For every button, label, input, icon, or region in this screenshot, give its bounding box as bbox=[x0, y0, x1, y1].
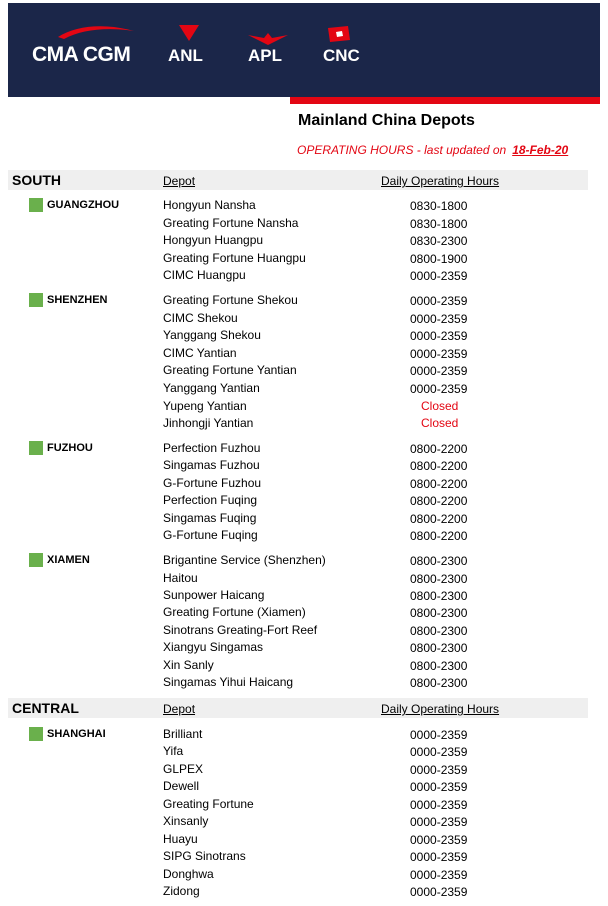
depot-hours: 0000-2359 bbox=[410, 312, 468, 326]
depot-name: GLPEX bbox=[163, 762, 204, 776]
cma-cgm-wave-icon bbox=[56, 23, 136, 41]
depot-name: Sinotrans Greating-Fort Reef bbox=[163, 623, 318, 637]
depot-name: Singamas Yihui Haicang bbox=[163, 675, 294, 689]
depot-status-closed: Closed bbox=[421, 399, 459, 413]
city-marker-icon bbox=[29, 441, 43, 455]
depot-hours: 0000-2359 bbox=[410, 382, 468, 396]
depot-name: Greating Fortune Yantian bbox=[163, 363, 297, 377]
depot-hours: 0800-1900 bbox=[410, 252, 468, 266]
apl-eagle-icon bbox=[248, 33, 288, 45]
depot-hours: 0000-2359 bbox=[410, 329, 468, 343]
depot-hours: 0800-2200 bbox=[410, 494, 468, 508]
region-name: CENTRAL bbox=[12, 700, 79, 716]
depot-hours: 0800-2200 bbox=[410, 512, 468, 526]
depot-name: Donghwa bbox=[163, 867, 214, 881]
region-header-central bbox=[8, 698, 588, 718]
depot-name: Hongyun Huangpu bbox=[163, 233, 264, 247]
depot-name: Yifa bbox=[163, 744, 184, 758]
cnc-logo: CNC bbox=[323, 46, 360, 65]
depot-name: Yanggang Yantian bbox=[163, 381, 260, 395]
city-marker-icon bbox=[29, 553, 43, 567]
depot-hours: 0000-2359 bbox=[410, 294, 468, 308]
depot-name: Greating Fortune Shekou bbox=[163, 293, 298, 307]
depot-hours: 0000-2359 bbox=[410, 364, 468, 378]
depot-hours: 0000-2359 bbox=[410, 728, 468, 742]
depot-hours: 0000-2359 bbox=[410, 833, 468, 847]
city-name: SHANGHAI bbox=[47, 728, 106, 740]
depot-name: CIMC Yantian bbox=[163, 346, 237, 360]
depot-name: Brigantine Service (Shenzhen) bbox=[163, 553, 326, 567]
last-updated-date: 18-Feb-20 bbox=[512, 143, 569, 157]
depot-name: Haitou bbox=[163, 571, 198, 585]
city-name: GUANGZHOU bbox=[47, 199, 120, 211]
depot-hours: 0800-2300 bbox=[410, 624, 468, 638]
depot-name: SIPG Sinotrans bbox=[163, 849, 246, 863]
city-marker-icon bbox=[29, 727, 43, 741]
depot-name: Singamas Fuqing bbox=[163, 511, 257, 525]
depot-name: Xiangyu Singamas bbox=[163, 640, 264, 654]
depot-hours: 0830-2300 bbox=[410, 234, 468, 248]
depot-hours: 0830-1800 bbox=[410, 217, 468, 231]
depot-hours: 0000-2359 bbox=[410, 868, 468, 882]
depot-hours: 0830-1800 bbox=[410, 199, 468, 213]
city-name: XIAMEN bbox=[47, 554, 90, 566]
depot-name: Perfection Fuqing bbox=[163, 493, 258, 507]
depot-hours: 0800-2300 bbox=[410, 554, 468, 568]
region-header-south bbox=[8, 170, 588, 190]
depot-hours: 0000-2359 bbox=[410, 763, 468, 777]
depot-hours: 0000-2359 bbox=[410, 885, 468, 899]
depot-name: Greating Fortune (Xiamen) bbox=[163, 605, 306, 619]
cnc-flag-icon bbox=[328, 26, 350, 42]
depot-hours: 0800-2300 bbox=[410, 659, 468, 673]
depot-hours: 0800-2300 bbox=[410, 572, 468, 586]
anl-triangle-icon bbox=[179, 25, 199, 41]
depot-hours: 0000-2359 bbox=[410, 269, 468, 283]
last-updated-note bbox=[297, 143, 568, 157]
depot-hours: 0800-2300 bbox=[410, 589, 468, 603]
depot-hours: 0000-2359 bbox=[410, 780, 468, 794]
depot-name: Sunpower Haicang bbox=[163, 588, 265, 602]
depot-hours: 0800-2200 bbox=[410, 442, 468, 456]
depot-column-header: Depot bbox=[163, 174, 196, 188]
depot-name: Jinhongji Yantian bbox=[163, 416, 254, 430]
depot-hours: 0000-2359 bbox=[410, 850, 468, 864]
region-name: SOUTH bbox=[12, 172, 61, 188]
depot-hours: 0000-2359 bbox=[410, 798, 468, 812]
depot-name: Xinsanly bbox=[163, 814, 209, 828]
depot-name: Xin Sanly bbox=[163, 658, 214, 672]
brand-banner bbox=[8, 3, 600, 97]
page-title: Mainland China Depots bbox=[298, 112, 475, 129]
apl-logo: APL bbox=[248, 46, 282, 65]
city-name: SHENZHEN bbox=[47, 294, 108, 306]
depot-name: CIMC Huangpu bbox=[163, 268, 246, 282]
depot-hours: 0800-2300 bbox=[410, 606, 468, 620]
depot-name: Greating Fortune bbox=[163, 797, 254, 811]
depot-name: G-Fortune Fuqing bbox=[163, 528, 258, 542]
depot-name: Yupeng Yantian bbox=[163, 399, 247, 413]
depot-status-closed: Closed bbox=[421, 416, 459, 430]
depot-name: Greating Fortune Nansha bbox=[163, 216, 299, 230]
depot-name: Huayu bbox=[163, 832, 198, 846]
depot-name: Brilliant bbox=[163, 727, 203, 741]
cma-cgm-logo: CMA CGM bbox=[32, 43, 131, 66]
depot-hours: 0800-2200 bbox=[410, 477, 468, 491]
depot-name: G-Fortune Fuzhou bbox=[163, 476, 262, 490]
depot-name: Yanggang Shekou bbox=[163, 328, 261, 342]
depot-name: Greating Fortune Huangpu bbox=[163, 251, 306, 265]
depot-hours: 0000-2359 bbox=[410, 745, 468, 759]
depot-hours: 0800-2300 bbox=[410, 676, 468, 690]
city-name: FUZHOU bbox=[47, 442, 93, 454]
city-marker-icon bbox=[29, 293, 43, 307]
last-updated-label: OPERATING HOURS - last updated on bbox=[297, 143, 507, 157]
depot-hours: 0800-2200 bbox=[410, 459, 468, 473]
depot-name: Zidong bbox=[163, 884, 200, 898]
depot-hours: 0800-2200 bbox=[410, 529, 468, 543]
depot-name: Dewell bbox=[163, 779, 200, 793]
depot-name: Hongyun Nansha bbox=[163, 198, 256, 212]
depot-hours: 0800-2300 bbox=[410, 641, 468, 655]
city-marker-icon bbox=[29, 198, 43, 212]
depot-name: CIMC Shekou bbox=[163, 311, 238, 325]
accent-strip bbox=[290, 97, 600, 104]
depot-hours: 0000-2359 bbox=[410, 347, 468, 361]
hours-column-header: Daily Operating Hours bbox=[381, 702, 500, 716]
depot-hours: 0000-2359 bbox=[410, 815, 468, 829]
depot-column-header: Depot bbox=[163, 702, 196, 716]
depot-name: Singamas Fuzhou bbox=[163, 458, 260, 472]
depot-name: Perfection Fuzhou bbox=[163, 441, 261, 455]
hours-column-header: Daily Operating Hours bbox=[381, 174, 500, 188]
anl-logo: ANL bbox=[168, 46, 203, 65]
